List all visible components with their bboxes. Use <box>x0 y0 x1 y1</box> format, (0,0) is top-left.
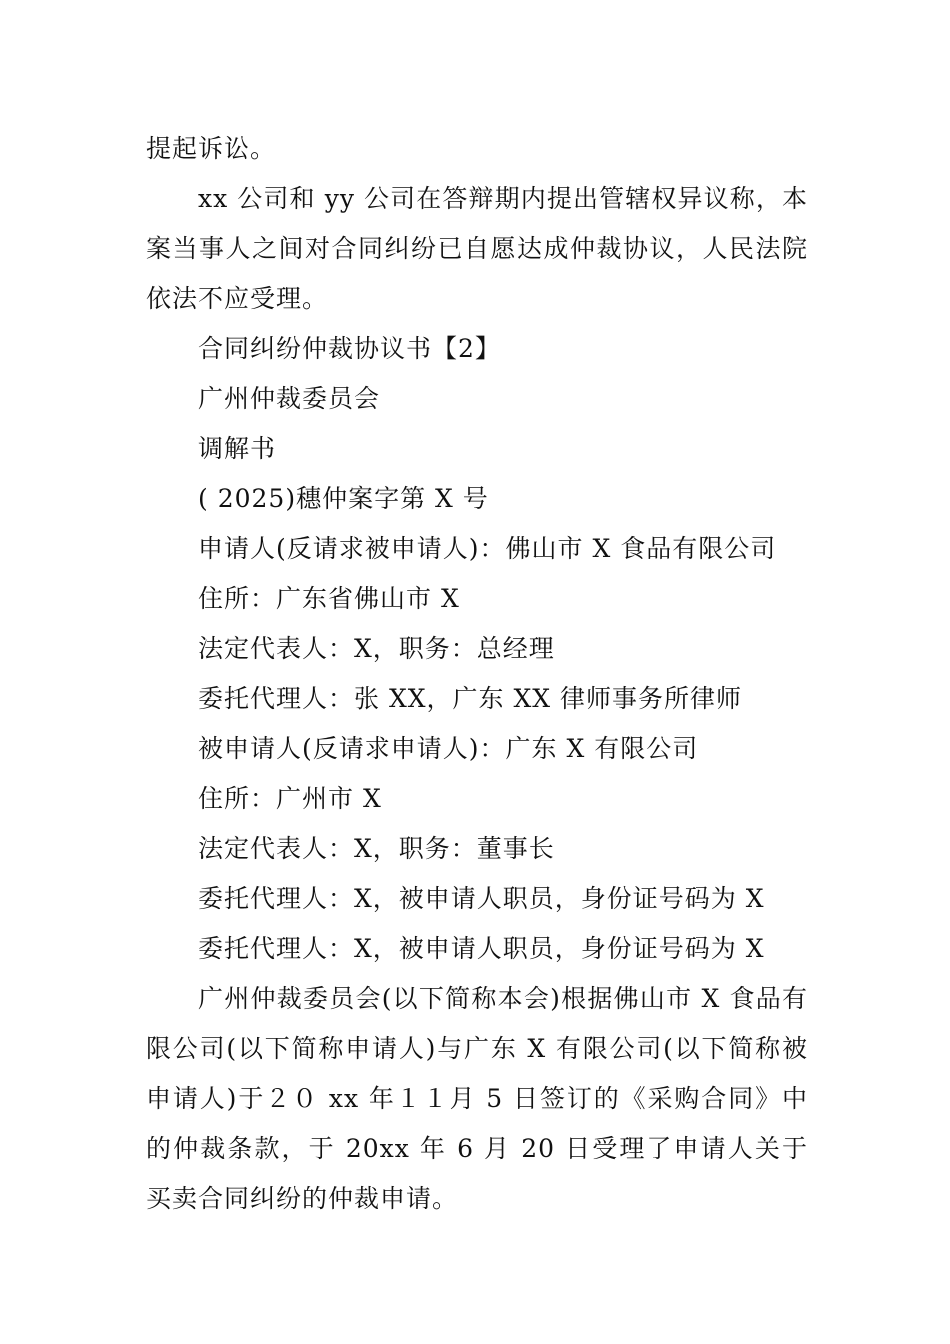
respondent-agent-1: 委托代理人：X，被申请人职员，身份证号码为 X <box>198 884 765 913</box>
applicant-address: 住所：广东省佛山市 X <box>198 584 460 613</box>
paragraph-continuation: 提起诉讼。 <box>146 134 277 163</box>
document-body <box>146 124 808 1224</box>
case-number: ( 2025)穗仲案字第 X 号 <box>198 484 489 513</box>
respondent-address: 住所：广州市 X <box>198 784 382 813</box>
section-heading: 合同纠纷仲裁协议书【2】 <box>198 334 501 363</box>
respondent: 被申请人(反请求申请人)：广东 X 有限公司 <box>198 734 699 763</box>
respondent-legal-rep: 法定代表人：X，职务：董事长 <box>198 834 555 863</box>
paragraph-case-acceptance: 广州仲裁委员会(以下简称本会)根据佛山市 X 食品有限公司(以下简称申请人)与广东 X 有限公司(以下简称被申请人)于２０ xx 年１１月 5 日签订的《采购合同》中的仲裁条款，于 20xx 年 6 月 20 日受理了申请人关于买卖合同纠纷的仲裁申请。 <box>146 984 808 1213</box>
respondent-agent-2: 委托代理人：X，被申请人职员，身份证号码为 X <box>198 934 765 963</box>
applicant: 申请人(反请求被申请人)：佛山市 X 食品有限公司 <box>198 534 777 563</box>
applicant-agent: 委托代理人：张 XX，广东 XX 律师事务所律师 <box>198 684 743 713</box>
paragraph-jurisdiction-objection: xx 公司和 yy 公司在答辩期内提出管辖权异议称，本案当事人之间对合同纠纷已自愿达成仲裁协议，人民法院依法不应受理。 <box>146 184 808 313</box>
commission-name: 广州仲裁委员会 <box>198 384 381 413</box>
applicant-legal-rep: 法定代表人：X，职务：总经理 <box>198 634 555 663</box>
document-title: 调解书 <box>198 434 277 463</box>
